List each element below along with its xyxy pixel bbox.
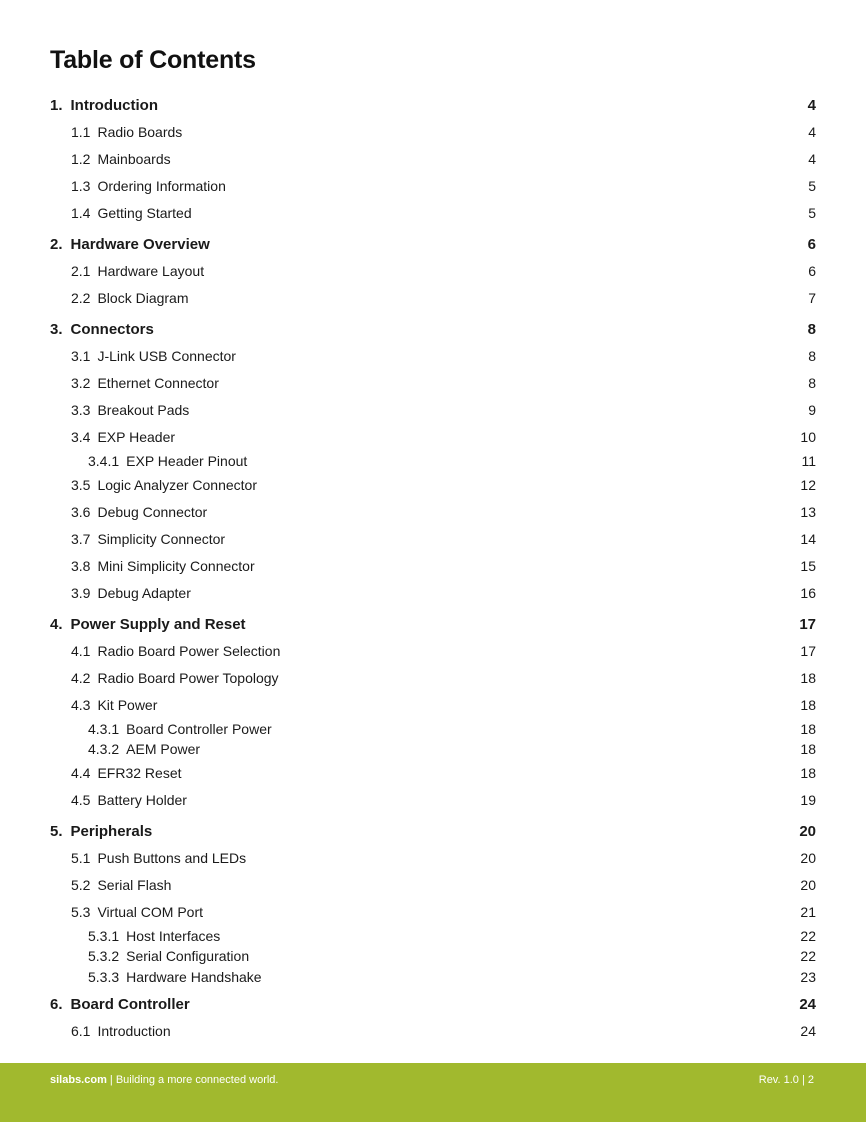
toc-entry[interactable] <box>50 258 816 285</box>
toc-entry[interactable] <box>50 611 816 638</box>
toc-entry-page[interactable]: 4 <box>808 151 816 167</box>
toc-entry-number: 3.3 <box>71 402 91 418</box>
toc-entry-number: 4.4 <box>71 764 91 781</box>
toc-entry-number: 3.9 <box>71 584 91 601</box>
toc-entry-page[interactable]: 18 <box>800 720 816 737</box>
page-footer <box>0 1063 866 1122</box>
toc-entry-number: 5.3.1 <box>88 927 120 944</box>
toc-entry-title[interactable]: Host Interfaces <box>126 927 221 944</box>
toc-entry[interactable] <box>50 370 816 397</box>
toc-entry[interactable] <box>50 760 816 787</box>
footer-left <box>50 1074 278 1086</box>
toc-entry-title[interactable]: Debug Adapter <box>97 584 191 601</box>
toc-entry-number: 2.2 <box>71 290 91 306</box>
toc-entry[interactable] <box>50 397 816 424</box>
toc-entry-title[interactable]: Mini Simplicity Connector <box>97 557 255 574</box>
toc-entry-title[interactable]: Radio Board Power Selection <box>97 642 281 659</box>
toc-entry-title[interactable]: Introduction <box>97 1023 171 1039</box>
toc-entry-number: 2.1 <box>71 263 91 279</box>
toc-entry[interactable] <box>50 200 816 227</box>
toc-entry[interactable] <box>50 991 816 1018</box>
toc-entry-number: 3.2 <box>71 375 91 391</box>
toc-entry-number: 4.2 <box>71 669 91 686</box>
toc-entry[interactable] <box>50 787 816 814</box>
toc-entry-title[interactable]: Hardware Overview <box>70 236 210 253</box>
toc-entry[interactable] <box>50 173 816 200</box>
toc-entry-page[interactable]: 14 <box>800 530 816 547</box>
toc-entry-number: 4.1 <box>71 642 91 659</box>
toc-entry-title[interactable]: Breakout Pads <box>97 402 190 418</box>
toc-entry-page[interactable]: 7 <box>808 290 816 306</box>
toc-entry-page[interactable]: 9 <box>808 402 816 418</box>
toc-entry-page[interactable]: 12 <box>800 476 816 493</box>
toc-entry-page[interactable]: 8 <box>807 321 816 338</box>
toc-entry[interactable] <box>50 818 816 845</box>
toc-entry[interactable] <box>50 553 816 580</box>
toc-entry-title[interactable]: Introduction <box>70 97 158 114</box>
toc-entry[interactable] <box>50 119 816 146</box>
toc-entry-title[interactable]: EFR32 Reset <box>97 764 182 781</box>
toc-entry[interactable] <box>50 899 816 926</box>
toc-entry-title[interactable]: Hardware Layout <box>97 263 205 279</box>
toc-entry[interactable] <box>50 1018 816 1045</box>
toc-entry-title[interactable]: Simplicity Connector <box>97 530 226 547</box>
toc-entry-page[interactable]: 4 <box>808 124 816 140</box>
toc-entry-number: 1.2 <box>71 151 91 167</box>
toc-entry-title[interactable]: EXP Header Pinout <box>126 453 248 469</box>
toc-entry[interactable] <box>50 231 816 258</box>
toc-entry-number: 5. <box>50 822 63 840</box>
toc-entry-number: 5.3.3 <box>88 968 120 985</box>
toc-entry-page[interactable]: 5 <box>808 178 816 194</box>
toc-entry[interactable] <box>50 926 816 947</box>
toc-entry-number: 1. <box>50 97 63 114</box>
toc-entry-number: 3.4.1 <box>88 453 120 469</box>
toc-entry-number: 3. <box>50 321 63 338</box>
toc-entry-title[interactable]: Virtual COM Port <box>97 903 204 920</box>
toc-entry[interactable] <box>50 739 816 760</box>
toc-entry-number: 6. <box>50 996 63 1013</box>
toc-entry-page[interactable]: 10 <box>800 429 816 445</box>
toc-entry[interactable] <box>50 146 816 173</box>
toc-entry-page[interactable]: 15 <box>800 557 816 574</box>
toc-entry-page[interactable]: 11 <box>801 453 816 469</box>
toc-entry-title[interactable]: Serial Flash <box>97 876 172 893</box>
toc-entry-title[interactable]: J-Link USB Connector <box>97 348 236 364</box>
toc-entry-title[interactable]: Block Diagram <box>97 290 189 306</box>
toc-entry-title[interactable]: Mainboards <box>97 151 171 167</box>
toc-entry-page[interactable]: 18 <box>800 696 816 713</box>
toc-entry-title[interactable]: AEM Power <box>126 741 201 757</box>
toc-entry[interactable] <box>50 499 816 526</box>
page-title: Table of Contents <box>50 46 256 74</box>
toc-entry[interactable] <box>50 845 816 872</box>
toc-entry-page[interactable]: 22 <box>800 927 816 944</box>
toc-entry[interactable] <box>50 719 816 740</box>
toc-entry-page[interactable]: 21 <box>800 903 816 920</box>
toc-entry-title[interactable]: Board Controller <box>70 996 190 1013</box>
toc-entry-title[interactable]: Board Controller Power <box>126 720 272 737</box>
toc-entry-number: 3.5 <box>71 476 91 493</box>
toc-entry-number: 5.3 <box>71 903 91 920</box>
toc-entry-page[interactable]: 20 <box>800 849 816 866</box>
toc-entry[interactable] <box>50 692 816 719</box>
toc-entry-title[interactable]: Logic Analyzer Connector <box>97 476 258 493</box>
toc-entry-title[interactable]: Connectors <box>70 321 154 338</box>
toc-entry-number: 4. <box>50 615 63 633</box>
toc-entry[interactable] <box>50 285 816 312</box>
toc-entry-page[interactable]: 20 <box>799 822 816 840</box>
toc-entry-title[interactable]: Kit Power <box>97 696 158 713</box>
toc-entry-title[interactable]: Radio Boards <box>97 124 183 140</box>
toc-entry-page[interactable]: 24 <box>799 996 816 1013</box>
toc-entry[interactable] <box>50 967 816 988</box>
toc-entry-number: 6.1 <box>71 1023 91 1039</box>
toc-entry-number: 3.1 <box>71 348 91 364</box>
toc-entry-title[interactable]: Push Buttons and LEDs <box>97 849 247 866</box>
toc-entry-number: 1.4 <box>71 205 91 221</box>
toc-entry-page[interactable]: 16 <box>800 584 816 601</box>
table-of-contents <box>50 92 816 1045</box>
toc-entry-title[interactable]: Radio Board Power Topology <box>97 669 279 686</box>
toc-entry[interactable] <box>50 665 816 692</box>
toc-entry-title[interactable]: Debug Connector <box>97 503 208 520</box>
footer-tagline: | Building a more connected world. <box>106 1074 279 1086</box>
toc-entry-number: 5.2 <box>71 876 91 893</box>
toc-entry-page[interactable]: 17 <box>799 615 816 633</box>
toc-entry-number: 4.3 <box>71 696 91 713</box>
toc-entry-number: 1.1 <box>71 124 91 140</box>
toc-entry-page[interactable]: 6 <box>808 263 816 279</box>
toc-entry-page[interactable]: 5 <box>808 205 816 221</box>
toc-entry[interactable] <box>50 316 816 343</box>
toc-entry-number: 4.3.2 <box>88 741 120 757</box>
toc-entry[interactable] <box>50 92 816 119</box>
footer-site-link[interactable]: silabs.com <box>50 1074 107 1086</box>
toc-entry-page[interactable]: 20 <box>800 876 816 893</box>
toc-entry-title[interactable]: EXP Header <box>97 429 176 445</box>
toc-entry-page[interactable]: 17 <box>800 642 816 659</box>
toc-entry-title[interactable]: Ethernet Connector <box>97 375 219 391</box>
toc-entry-title[interactable]: Getting Started <box>97 205 192 221</box>
toc-entry-number: 4.3.1 <box>88 720 120 737</box>
toc-entry-page[interactable]: 22 <box>800 948 816 964</box>
toc-entry-number: 5.3.2 <box>88 948 120 964</box>
toc-entry-page[interactable]: 18 <box>800 669 816 686</box>
toc-entry[interactable] <box>50 343 816 370</box>
toc-entry[interactable] <box>50 580 816 607</box>
toc-entry-page[interactable]: 24 <box>800 1023 816 1039</box>
toc-entry-page[interactable]: 6 <box>807 236 816 253</box>
toc-entry-number: 3.8 <box>71 557 91 574</box>
toc-entry-page[interactable]: 8 <box>808 348 816 364</box>
toc-entry-number: 2. <box>50 236 63 253</box>
toc-entry-title[interactable]: Battery Holder <box>97 791 187 808</box>
toc-entry-number: 3.7 <box>71 530 91 547</box>
toc-entry-number: 4.5 <box>71 791 91 808</box>
toc-entry-number: 1.3 <box>71 178 91 194</box>
toc-entry-title[interactable]: Serial Configuration <box>126 948 250 964</box>
toc-entry-number: 3.4 <box>71 429 91 445</box>
toc-entry[interactable] <box>50 872 816 899</box>
toc-entry-number: 3.6 <box>71 503 91 520</box>
toc-entry-number: 5.1 <box>71 849 91 866</box>
toc-entry-page[interactable]: 23 <box>800 968 816 985</box>
toc-entry-title[interactable]: Hardware Handshake <box>126 968 262 985</box>
toc-entry-page[interactable]: 4 <box>807 97 816 114</box>
toc-entry[interactable] <box>50 472 816 499</box>
footer-revision: Rev. 1.0 | 2 <box>758 1074 814 1086</box>
toc-entry-title[interactable]: Power Supply and Reset <box>70 615 246 633</box>
toc-entry[interactable] <box>50 451 816 472</box>
toc-entry-title[interactable]: Peripherals <box>70 822 153 840</box>
toc-entry-page[interactable]: 13 <box>800 503 816 520</box>
toc-entry[interactable] <box>50 424 816 451</box>
toc-entry-page[interactable]: 8 <box>808 375 816 391</box>
toc-entry-page[interactable]: 18 <box>800 764 816 781</box>
toc-entry[interactable] <box>50 946 816 967</box>
toc-entry-page[interactable]: 18 <box>800 741 816 757</box>
toc-entry[interactable] <box>50 526 816 553</box>
toc-entry-title[interactable]: Ordering Information <box>97 178 226 194</box>
toc-entry-page[interactable]: 19 <box>800 791 816 808</box>
toc-entry[interactable] <box>50 638 816 665</box>
